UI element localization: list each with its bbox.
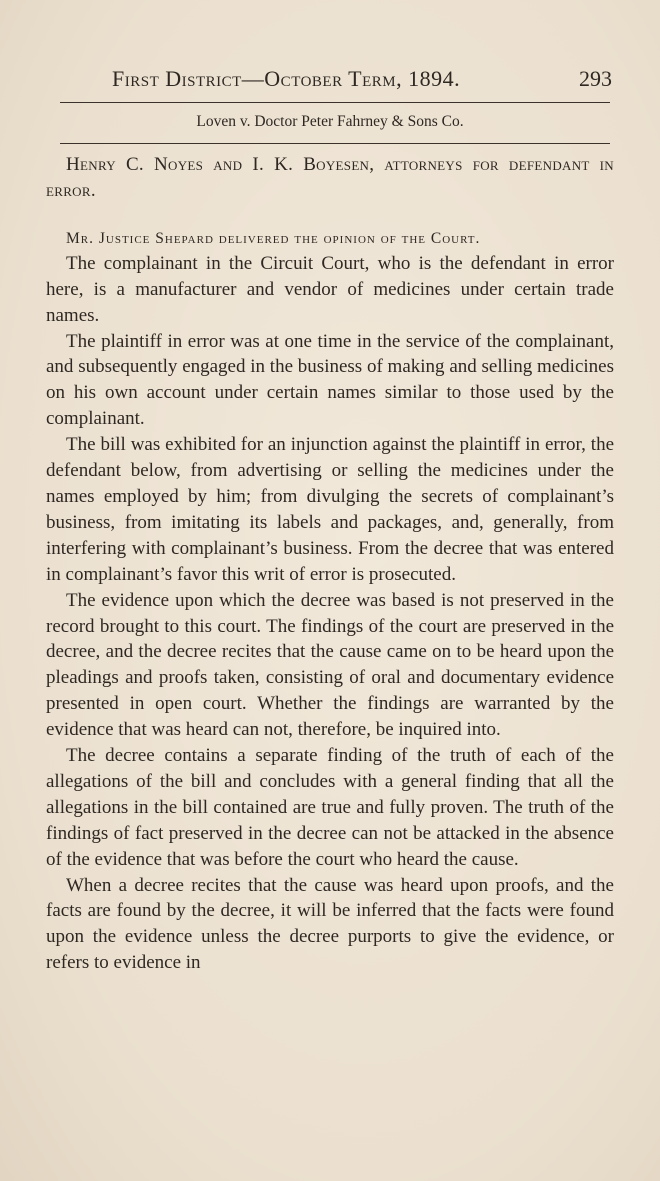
paragraph: The decree contains a separate finding of the truth of each of the allegations of the bill and concludes with a general finding that all the allegations in the bill contained are true and fully proven. The truth of the findings of fact preserved in the decree can not be attacked in the absence of the evidence that was before the court who heard the cause. — [46, 745, 614, 870]
paragraph: The evidence upon which the decree was based is not preserved in the record brought to this court. The findings of the court are preserved in the decree, and the decree recites that the cause came on to be heard upon the pleadings and proofs taken, consisting of oral and documentary evidence presented in open court. Whether the findings are warranted by the evidence that was heard can not, therefore, be inquired into. — [46, 589, 614, 741]
paragraph: When a decree recites that the cause was heard upon proofs, and the facts are found by the decree, it will be inferred that the facts were found upon the evidence unless the decree purports to give the evidence, or refers to evidence in — [46, 874, 614, 974]
case-title: Loven v. Doctor Peter Fahrney & Sons Co. — [196, 113, 464, 130]
running-head — [112, 66, 612, 98]
running-title: First District—October Term, 1894. — [112, 66, 461, 91]
header-bottom-rule — [60, 143, 610, 144]
paragraph: The plaintiff in error was at one time in the service of the complainant, and subsequently engaged in the business of making and selling medicines on his own account under certain names similar to those used by the complainant. — [46, 330, 614, 430]
body-text — [46, 152, 614, 976]
page-number: 293 — [579, 66, 612, 91]
paragraph: The bill was exhibited for an injunction against the plaintiff in error, the defendant below, from advertising or selling the medicines under the names employed by him; from divulging the secrets of complainant’s business, from imitating its labels and packages, and, generally, from interfering with complainant’s business. From the decree that was entered in complainant’s favor this writ of error is prosecuted. — [46, 434, 614, 585]
header-top-rule — [60, 102, 610, 103]
paragraph: The complainant in the Circuit Court, who is the defendant in error here, is a manufacturer and vendor of medicines under certain trade names. — [46, 252, 614, 326]
counsel-line: Henry C. Noyes and I. K. Boyesen, attorneys for defendant in error. — [46, 154, 614, 201]
opinion-heading: Mr. Justice Shepard delivered the opinion of the Court. — [66, 229, 481, 247]
